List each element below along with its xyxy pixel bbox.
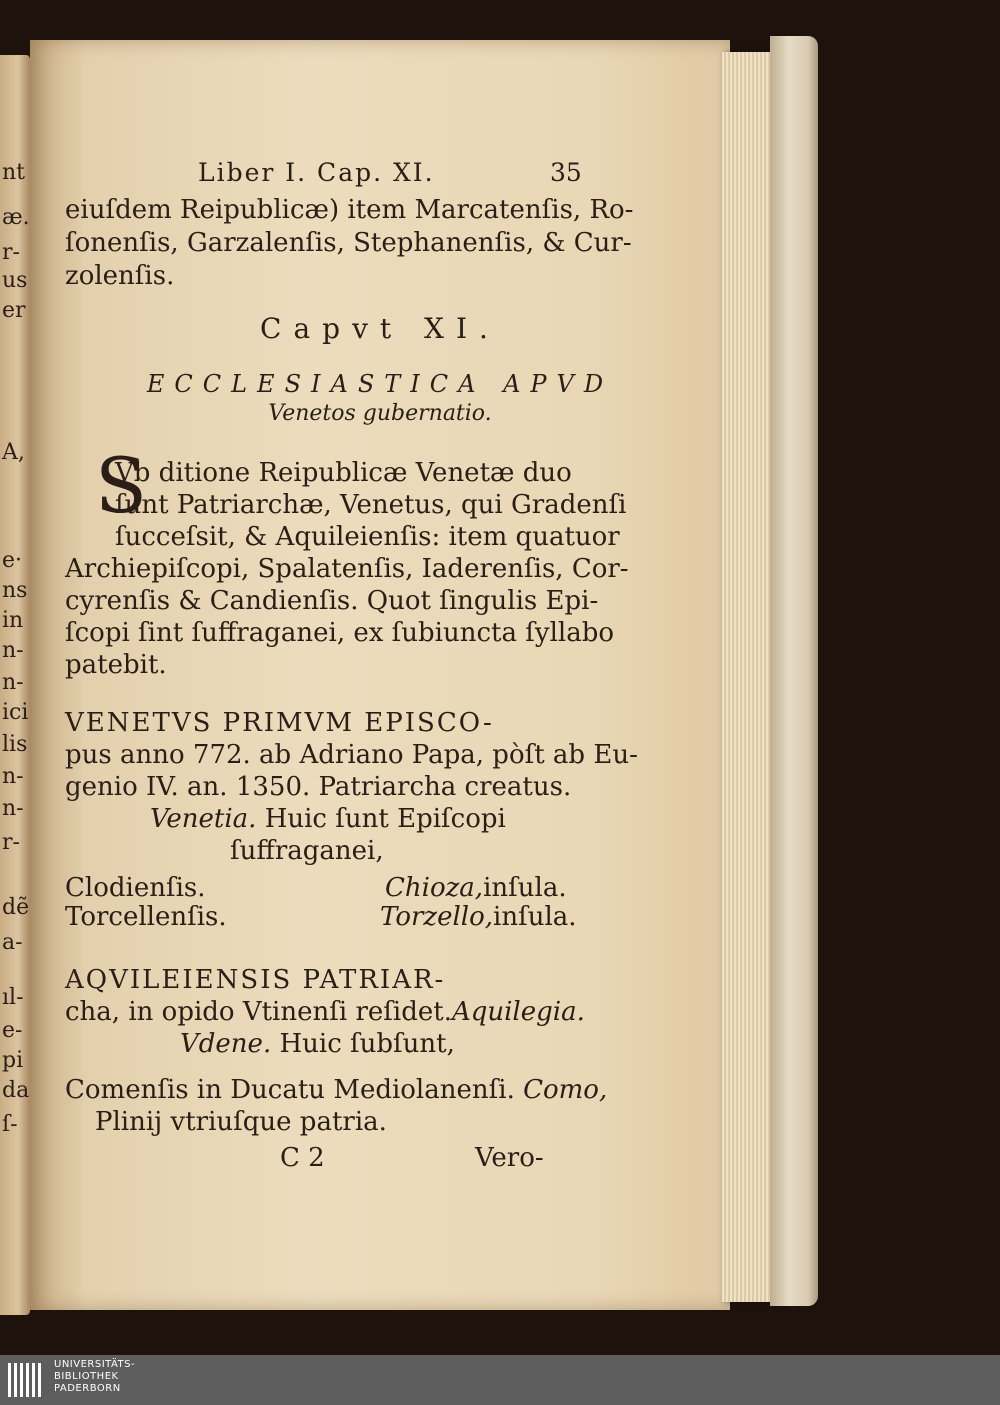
previous-page-fragment: r-: [2, 240, 20, 265]
place-name: Aquilegia.: [451, 997, 585, 1027]
text-fragment: cha, in opido Vtinenſi reſidet.: [65, 997, 452, 1027]
previous-page-fragment: da: [2, 1078, 30, 1103]
catchword: Vero-: [475, 1143, 544, 1173]
previous-page-fragment: er: [2, 298, 26, 323]
chapter-heading: Capvt XI.: [260, 312, 500, 345]
modern-name: Torzello,: [380, 902, 494, 932]
previous-page-fragment: us: [2, 268, 28, 293]
text-line: ſucceſsit, & Aquileienſis: item quatuor: [115, 522, 620, 552]
previous-page-fragment: A,: [2, 440, 25, 465]
text-line: [65, 1075, 607, 1105]
institution-line: UNIVERSITÄTS-: [54, 1359, 136, 1370]
text-line: genio IV. an. 1350. Patriarcha creatus.: [65, 772, 572, 802]
place-name: Venetia.: [150, 804, 257, 834]
institution-line: PADERBORN: [54, 1383, 121, 1394]
drop-cap: S: [95, 441, 148, 530]
signature-mark: C 2: [280, 1143, 325, 1173]
previous-page-fragment: ns: [2, 578, 28, 603]
previous-page-fragment: dẽ: [2, 895, 30, 920]
running-head: Liber I. Cap. XI.: [198, 158, 435, 187]
previous-page-fragment: e·: [2, 548, 23, 573]
previous-page-fragment: n-: [2, 638, 24, 663]
text-line: [150, 804, 506, 834]
previous-page-fragment: ſ-: [2, 1112, 18, 1137]
previous-page-fragment: r-: [2, 830, 20, 855]
text-line: Archiepiſcopi, Spalatenſis, Iaderenſis, Cor-: [65, 554, 629, 584]
text-line: ſunt Patriarchæ, Venetus, qui Gradenſi: [115, 490, 627, 520]
text-line: zolenſis.: [65, 261, 175, 291]
previous-page-fragment: æ.: [2, 205, 30, 230]
chapter-rubric: ECCLESIASTICA APVD: [146, 370, 614, 398]
suffragan-note: inſula.: [483, 873, 567, 903]
previous-page-fragment: nt: [2, 160, 26, 185]
text-line: [180, 1029, 455, 1059]
text-fragment: Comenſis in Ducatu Mediolanenſi.: [65, 1075, 515, 1105]
text-line: Plinij vtriuſque patria.: [95, 1107, 387, 1137]
previous-page-fragment: in: [2, 608, 24, 633]
text-line: ſuffraganei,: [230, 836, 384, 866]
text-line: Vb ditione Reipublicæ Venetæ duo: [115, 458, 572, 488]
previous-page-fragment: pi: [2, 1048, 24, 1073]
place-name: Vdene.: [180, 1029, 272, 1059]
text-line: pus anno 772. ab Adriano Papa, pòſt ab Eu-: [65, 740, 638, 770]
book-cover-edge: [770, 36, 818, 1306]
text-fragment: Huic ſunt Epiſcopi: [256, 804, 506, 834]
suffragan-note: inſula.: [493, 902, 577, 932]
suffragan-modern: [385, 873, 567, 903]
section-title-venetus: VENETVS PRIMVM EPISCO-: [65, 708, 494, 738]
previous-page-fragment: lis: [2, 732, 28, 757]
book-page: [30, 40, 730, 1310]
page-number: 35: [550, 158, 582, 187]
institution-line: BIBLIOTHEK: [54, 1371, 119, 1382]
text-line: ſonenſis, Garzalenſis, Stephanenſis, & Cur-: [65, 228, 632, 258]
place-name: Como,: [523, 1075, 608, 1105]
footer-bar: [0, 1355, 1000, 1405]
suffragan-modern: [380, 902, 577, 932]
suffragan-name: Clodienſis.: [65, 873, 206, 903]
text-line: patebit.: [65, 650, 167, 680]
previous-page-fragment: e-: [2, 1018, 23, 1043]
previous-page-fragment: n-: [2, 764, 24, 789]
previous-page-fragment: n-: [2, 796, 24, 821]
institution-name: [54, 1359, 135, 1395]
previous-page-fragment: n-: [2, 670, 24, 695]
text-line: cyrenſis & Candienſis. Quot ſingulis Epi-: [65, 586, 599, 616]
previous-page-fragment: ici: [2, 700, 29, 725]
section-title-aquileia: AQVILEIENSIS PATRIAR-: [65, 965, 446, 995]
previous-page-fragment: a-: [2, 930, 23, 955]
text-line: eiuſdem Reipublicæ) item Marcatenſis, Ro-: [65, 195, 634, 225]
text-fragment: Huic ſubſunt,: [271, 1029, 455, 1059]
text-line: [65, 997, 585, 1027]
previous-page-fragment: ıl-: [2, 985, 24, 1010]
previous-page-edge: [0, 55, 30, 1315]
modern-name: Chioza,: [385, 873, 484, 903]
library-logo-icon: [8, 1363, 44, 1397]
chapter-rubric-subtitle: Venetos gubernatio.: [268, 401, 492, 426]
text-line: ſcopi ſint ſuffraganei, ex ſubiuncta ſyllabo: [65, 618, 614, 648]
suffragan-name: Torcellenſis.: [65, 902, 227, 932]
